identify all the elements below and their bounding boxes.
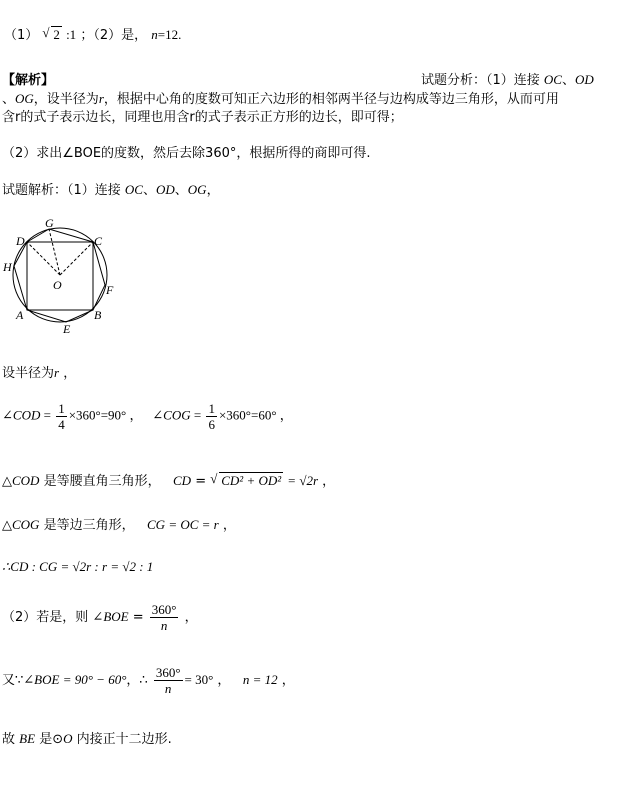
sqrt-expression: √ 2	[42, 25, 60, 42]
label-o: O	[53, 278, 62, 292]
radius-oc	[60, 242, 93, 275]
part2-line: （2）若是，则 ∠BOE = $\frac{360^\circ}{n}$ ，	[2, 602, 198, 633]
geometry-figure	[0, 216, 125, 336]
fraction-one-fourth: $\frac{1}{4}$	[58, 401, 65, 432]
answer-n-eq: =12.	[157, 27, 182, 42]
conclusion-line: 故 BE 是⊙O 内接正十二边形.	[2, 731, 172, 747]
label-e: E	[63, 322, 71, 336]
answer-part1-label: （1）	[4, 28, 39, 43]
answer-line	[4, 24, 181, 43]
label-b: B	[94, 308, 102, 322]
triangle-cog-line: △COG 是等边三角形， CG = OC = r ，	[2, 517, 236, 533]
radius-og	[49, 229, 60, 275]
fraction-360-n-2: $\frac{360^\circ}{n}$	[155, 665, 181, 696]
analysis-line2: 、OG，设半径为r，根据中心角的度数可知正六边形的相邻两半径与边构成等边三角形，从而可用	[2, 91, 559, 107]
label-d: D	[16, 234, 25, 248]
set-radius: 设半径为r ，	[2, 365, 77, 381]
solution-intro: 试题解析：（1）连接 OC、OD、OG，	[2, 182, 220, 198]
answer-separator: ；（2）是，	[80, 28, 148, 43]
label-g: G	[45, 216, 54, 230]
label-f: F	[106, 283, 114, 297]
triangle-cod-line: △COD 是等腰直角三角形， CD = √ CD² + OD² = √2r ，	[2, 471, 336, 489]
label-a: A	[16, 308, 24, 322]
edge-dg-gc	[27, 229, 93, 242]
also-line: 又∵∠BOE = 90° − 60°，∴ $\frac{360^\circ}{n}$ = 30° ， n = 12 ，	[2, 665, 295, 696]
radius-od	[27, 242, 60, 275]
answer-ratio-rest: :1	[66, 27, 77, 42]
analysis-heading: 【解析】	[2, 73, 55, 88]
sqrt-cd-od: √ CD² + OD²	[210, 471, 282, 488]
analysis-intro-right: 试题分析：（1）连接 OC、OD	[421, 72, 594, 88]
label-h: H	[3, 260, 12, 274]
fraction-one-sixth: $\frac{1}{6}$	[208, 401, 215, 432]
fraction-360-n: $\frac{360^\circ}{n}$	[151, 602, 177, 633]
analysis-part2: （2）求出∠BOE的度数，然后去除360°，根据所得的商即可得.	[2, 146, 371, 161]
angle-equations: ∠COD = $\frac{1}{4}$ ×360°=90° ， ∠COG = $\frac{1}{6}$ ×360°=60° ，	[2, 401, 293, 432]
answer-n-var: n	[151, 27, 158, 42]
ratio-conclusion: ∴CD : CG = √2r : r = √2 : 1	[2, 559, 154, 574]
label-c: C	[94, 234, 103, 248]
analysis-line3: 含r的式子表示边长，同理也用含r的式子表示正方形的边长，即可得；	[2, 110, 403, 125]
